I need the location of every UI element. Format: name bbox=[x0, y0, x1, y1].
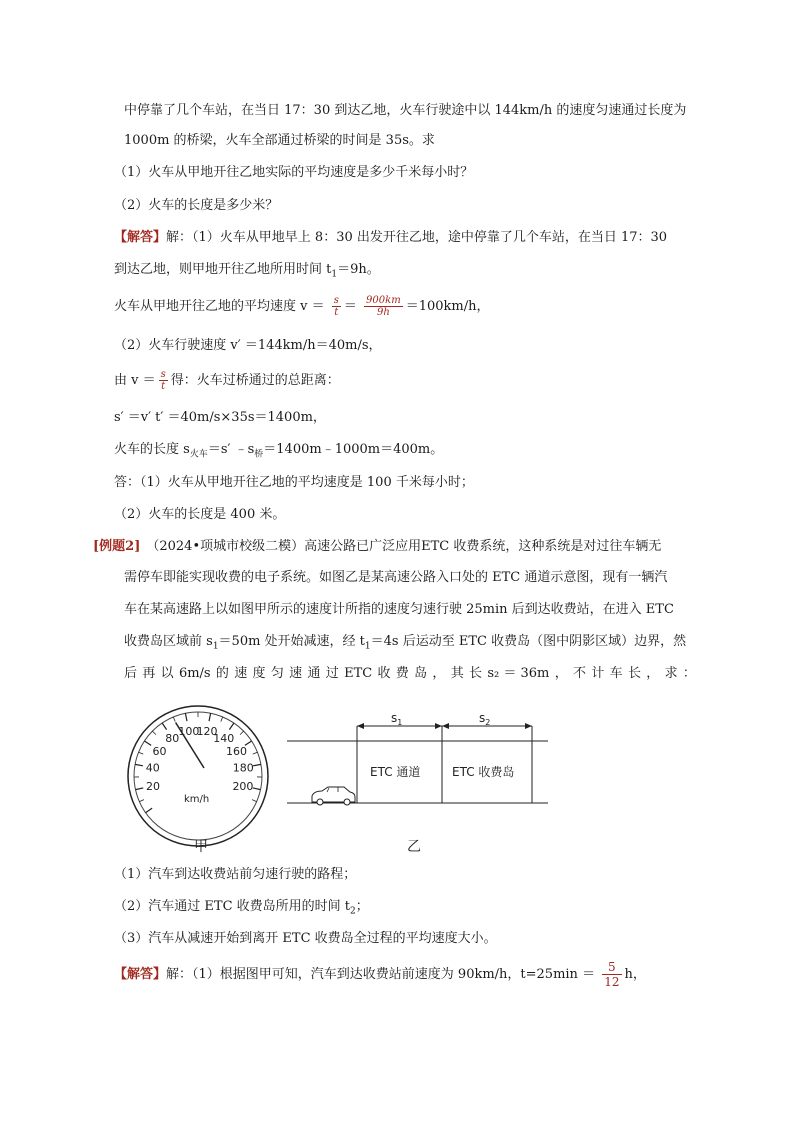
solution1-line2 bbox=[114, 260, 380, 285]
justified-word: 收 bbox=[377, 666, 391, 681]
example2-line1 bbox=[93, 537, 661, 557]
problem1-question1: （1）火车从甲地开往乙地实际的平均速度是多少千米每小时？ bbox=[114, 165, 474, 180]
justified-word: 计 bbox=[591, 666, 605, 681]
gauge-tick bbox=[229, 723, 233, 730]
gauge-tick bbox=[240, 731, 244, 735]
train-length-formula: ＝s′ ﹣s bbox=[207, 442, 255, 457]
justified-word: 速 bbox=[289, 666, 303, 681]
gauge-tick-label: 180 bbox=[232, 761, 254, 775]
justified-word: 岛 bbox=[414, 666, 428, 681]
justified-word: 不 bbox=[573, 666, 587, 681]
fraction-numerator: s bbox=[333, 295, 339, 306]
figure bbox=[124, 696, 644, 856]
text: ＝50m 处开始减速，经 t bbox=[218, 634, 365, 649]
subscript: 1 bbox=[364, 641, 371, 652]
gauge-tick-labels bbox=[146, 725, 254, 793]
s2-arrow-right bbox=[525, 723, 532, 729]
s1-label: $s_1$ bbox=[391, 711, 403, 727]
solution1-line1 bbox=[114, 228, 667, 248]
justified-word: 通 bbox=[307, 666, 321, 681]
solution2-tag: 【解答】 bbox=[114, 967, 167, 982]
fraction-denominator: 12 bbox=[604, 975, 620, 989]
justified-word: 过 bbox=[325, 666, 339, 681]
gauge-tick bbox=[146, 808, 153, 813]
example2-question1: （1）汽车到达收费站前匀速行驶的路程； bbox=[114, 867, 357, 882]
gauge-tick bbox=[135, 788, 143, 790]
gauge-tick bbox=[139, 752, 144, 754]
example2-question3: （3）汽车从减速开始到离开 ETC 收费岛全过程的平均速度大小。 bbox=[114, 931, 497, 946]
justified-word: 后 bbox=[124, 666, 138, 681]
s1-arrow-left bbox=[357, 723, 364, 729]
gauge-tick-label: 60 bbox=[152, 744, 167, 758]
gauge-tick-label: 80 bbox=[165, 731, 180, 745]
gauge-tick-label: 140 bbox=[213, 731, 235, 745]
problem1-text-line1: 中停靠了几个车站，在当日 17：30 到达乙地，火车行驶途中以 144km/h 的速度匀速通过长度为 bbox=[124, 103, 687, 118]
gauge-tick bbox=[253, 788, 261, 790]
fraction-s-over-t bbox=[332, 295, 341, 318]
solution1-text: 解：（1）火车从甲地早上 8：30 出发开往乙地，途中停靠了几个车站，在当日 17：30 bbox=[166, 230, 668, 245]
text: （2）汽车通过 ETC 收费岛所用的时间 t bbox=[114, 899, 350, 914]
train-length-text: 火车的长度 s bbox=[114, 442, 190, 457]
figure-caption-jia: 甲 bbox=[194, 839, 208, 855]
justified-word: ， bbox=[646, 666, 660, 681]
justified-word: 其 bbox=[450, 666, 464, 681]
solution1-time-value: ＝9h。 bbox=[337, 262, 380, 277]
figure-caption-yi: 乙 bbox=[407, 839, 421, 855]
subscript: 2 bbox=[350, 906, 356, 917]
solution2-unit: h， bbox=[624, 967, 646, 982]
fraction-900km-over-9h bbox=[364, 295, 403, 318]
gauge-tick bbox=[221, 717, 223, 722]
gauge-tick bbox=[144, 741, 151, 745]
s2-arrow-left bbox=[442, 723, 449, 729]
fraction-s-over-t bbox=[159, 369, 168, 392]
gauge-tick-label: 120 bbox=[196, 724, 218, 738]
formula-text: 由 v ＝ bbox=[114, 373, 156, 388]
train-length-result: ＝1400m﹣1000m＝400m。 bbox=[263, 442, 444, 457]
equals-sign: ＝ bbox=[343, 299, 357, 314]
avg-speed-result: ＝100km/h， bbox=[405, 299, 490, 314]
solution1-line6: s′ ＝v′ t′ ＝40m/s×35s＝1400m， bbox=[114, 410, 326, 425]
justified-word: 度 bbox=[252, 666, 266, 681]
solution2-line1 bbox=[114, 956, 646, 994]
subscript: 桥 bbox=[254, 449, 264, 460]
justified-word: 车 bbox=[609, 666, 623, 681]
example2-line3: 车在某高速路上以如图甲所示的速度计所指的速度匀速行驶 25min 后到达收费站，在进入 ETC bbox=[124, 602, 674, 617]
justified-word: ETC bbox=[344, 666, 373, 681]
fraction-numerator: 900km bbox=[366, 295, 401, 306]
etc-island-label: ETC 收费岛 bbox=[452, 765, 515, 779]
example2-question2 bbox=[114, 897, 369, 922]
fraction-numerator: 5 bbox=[602, 960, 621, 975]
example2-line4 bbox=[124, 632, 686, 657]
gauge-tick-label: 100 bbox=[178, 724, 200, 738]
justified-word: 以 bbox=[160, 666, 174, 681]
example2-line2: 需停车即能实现收费的电子系统。如图乙是某高速公路入口处的 ETC 通道示意图，现有一辆汽 bbox=[124, 570, 668, 585]
gauge-tick-label: 200 bbox=[232, 779, 254, 793]
justified-word: 长 bbox=[469, 666, 483, 681]
fraction-denominator: t bbox=[334, 307, 339, 318]
gauge-tick-label: 40 bbox=[145, 761, 160, 775]
problem1-text-line2: 1000m 的桥梁，火车全部通过桥梁的时间是 35s。求 bbox=[124, 133, 435, 148]
text: 收费岛区域前 s bbox=[124, 634, 213, 649]
justified-word: ： bbox=[682, 666, 696, 681]
justified-word: 求 bbox=[664, 666, 678, 681]
justified-word: 费 bbox=[395, 666, 409, 681]
justified-word: ， bbox=[432, 666, 446, 681]
justified-word: 6m/s bbox=[178, 666, 211, 681]
example2-text: （2024•项城市校级二模）高速公路已广泛应用ETC 收费系统，这种系统是对过往车辆无 bbox=[146, 539, 662, 554]
speedometer bbox=[128, 706, 268, 846]
car-icon bbox=[312, 787, 355, 805]
total-distance-text: 得：火车过桥通过的总距离： bbox=[170, 373, 340, 388]
example2-tag: [例题2] bbox=[93, 539, 141, 554]
s2-label: $s_2$ bbox=[479, 711, 491, 727]
justified-word: 速 bbox=[234, 666, 248, 681]
subscript: 1 bbox=[212, 641, 219, 652]
gauge-tick bbox=[162, 723, 166, 730]
justified-word: 长 bbox=[627, 666, 641, 681]
gauge-tick bbox=[209, 713, 211, 721]
fraction-numerator: s bbox=[160, 369, 166, 380]
avg-speed-text: 火车从甲地开往乙地的平均速度 v ＝ bbox=[114, 299, 325, 314]
solution1-time-text: 到达乙地，则甲地开往乙地所用时间 t bbox=[114, 262, 332, 277]
problem1-question2: （2）火车的长度是多少米？ bbox=[114, 198, 279, 213]
justified-word: 匀 bbox=[270, 666, 284, 681]
text: ＝4s 后运动至 ETC 收费岛（图中阴影区域）边界，然 bbox=[370, 634, 687, 649]
justified-word: 的 bbox=[215, 666, 229, 681]
gauge-tick bbox=[139, 800, 144, 802]
justified-word: 再 bbox=[142, 666, 156, 681]
solution1-line4: （2）火车行驶速度 v′ ＝144km/h＝40m/s， bbox=[114, 338, 382, 353]
gauge-tick bbox=[253, 752, 258, 754]
gauge-tick bbox=[185, 713, 187, 721]
solution1-line3 bbox=[114, 290, 489, 324]
etc-road-diagram bbox=[287, 711, 548, 805]
gauge-tick-label: 20 bbox=[146, 779, 161, 793]
solution2-text: 解：（1）根据图甲可知，汽车到达收费站前速度为 90km/h，t=25min ＝ bbox=[166, 967, 596, 982]
gauge-tick bbox=[152, 731, 156, 735]
s1-arrow-right bbox=[435, 723, 442, 729]
gauge-tick-label: 160 bbox=[225, 744, 247, 758]
gauge-tick bbox=[135, 764, 143, 765]
subscript: 1 bbox=[331, 269, 338, 280]
solution1-answer1: 答：（1）火车从甲地开往乙地的平均速度是 100 千米每小时； bbox=[114, 475, 474, 490]
solution1-answer2: （2）火车的长度是 400 米。 bbox=[114, 507, 286, 522]
solution1-line7 bbox=[114, 440, 443, 465]
fraction-denominator: t bbox=[161, 381, 166, 392]
gauge-tick bbox=[173, 717, 175, 722]
justified-word: ， bbox=[554, 666, 568, 681]
subscript: 火车 bbox=[189, 449, 208, 460]
example2-line5 bbox=[124, 664, 696, 684]
fraction-denominator: 9h bbox=[376, 307, 390, 318]
gauge-tick bbox=[252, 800, 257, 802]
gauge-unit: km/h bbox=[184, 794, 210, 805]
solution1-line5 bbox=[114, 364, 340, 398]
justified-word: s₂ ＝ 36m bbox=[487, 666, 550, 681]
text: ； bbox=[355, 899, 369, 914]
fraction-5-over-12 bbox=[602, 960, 621, 989]
solution1-tag: 【解答】 bbox=[114, 230, 167, 245]
etc-lane-label: ETC 通道 bbox=[370, 765, 421, 779]
gauge-tick bbox=[253, 764, 261, 765]
